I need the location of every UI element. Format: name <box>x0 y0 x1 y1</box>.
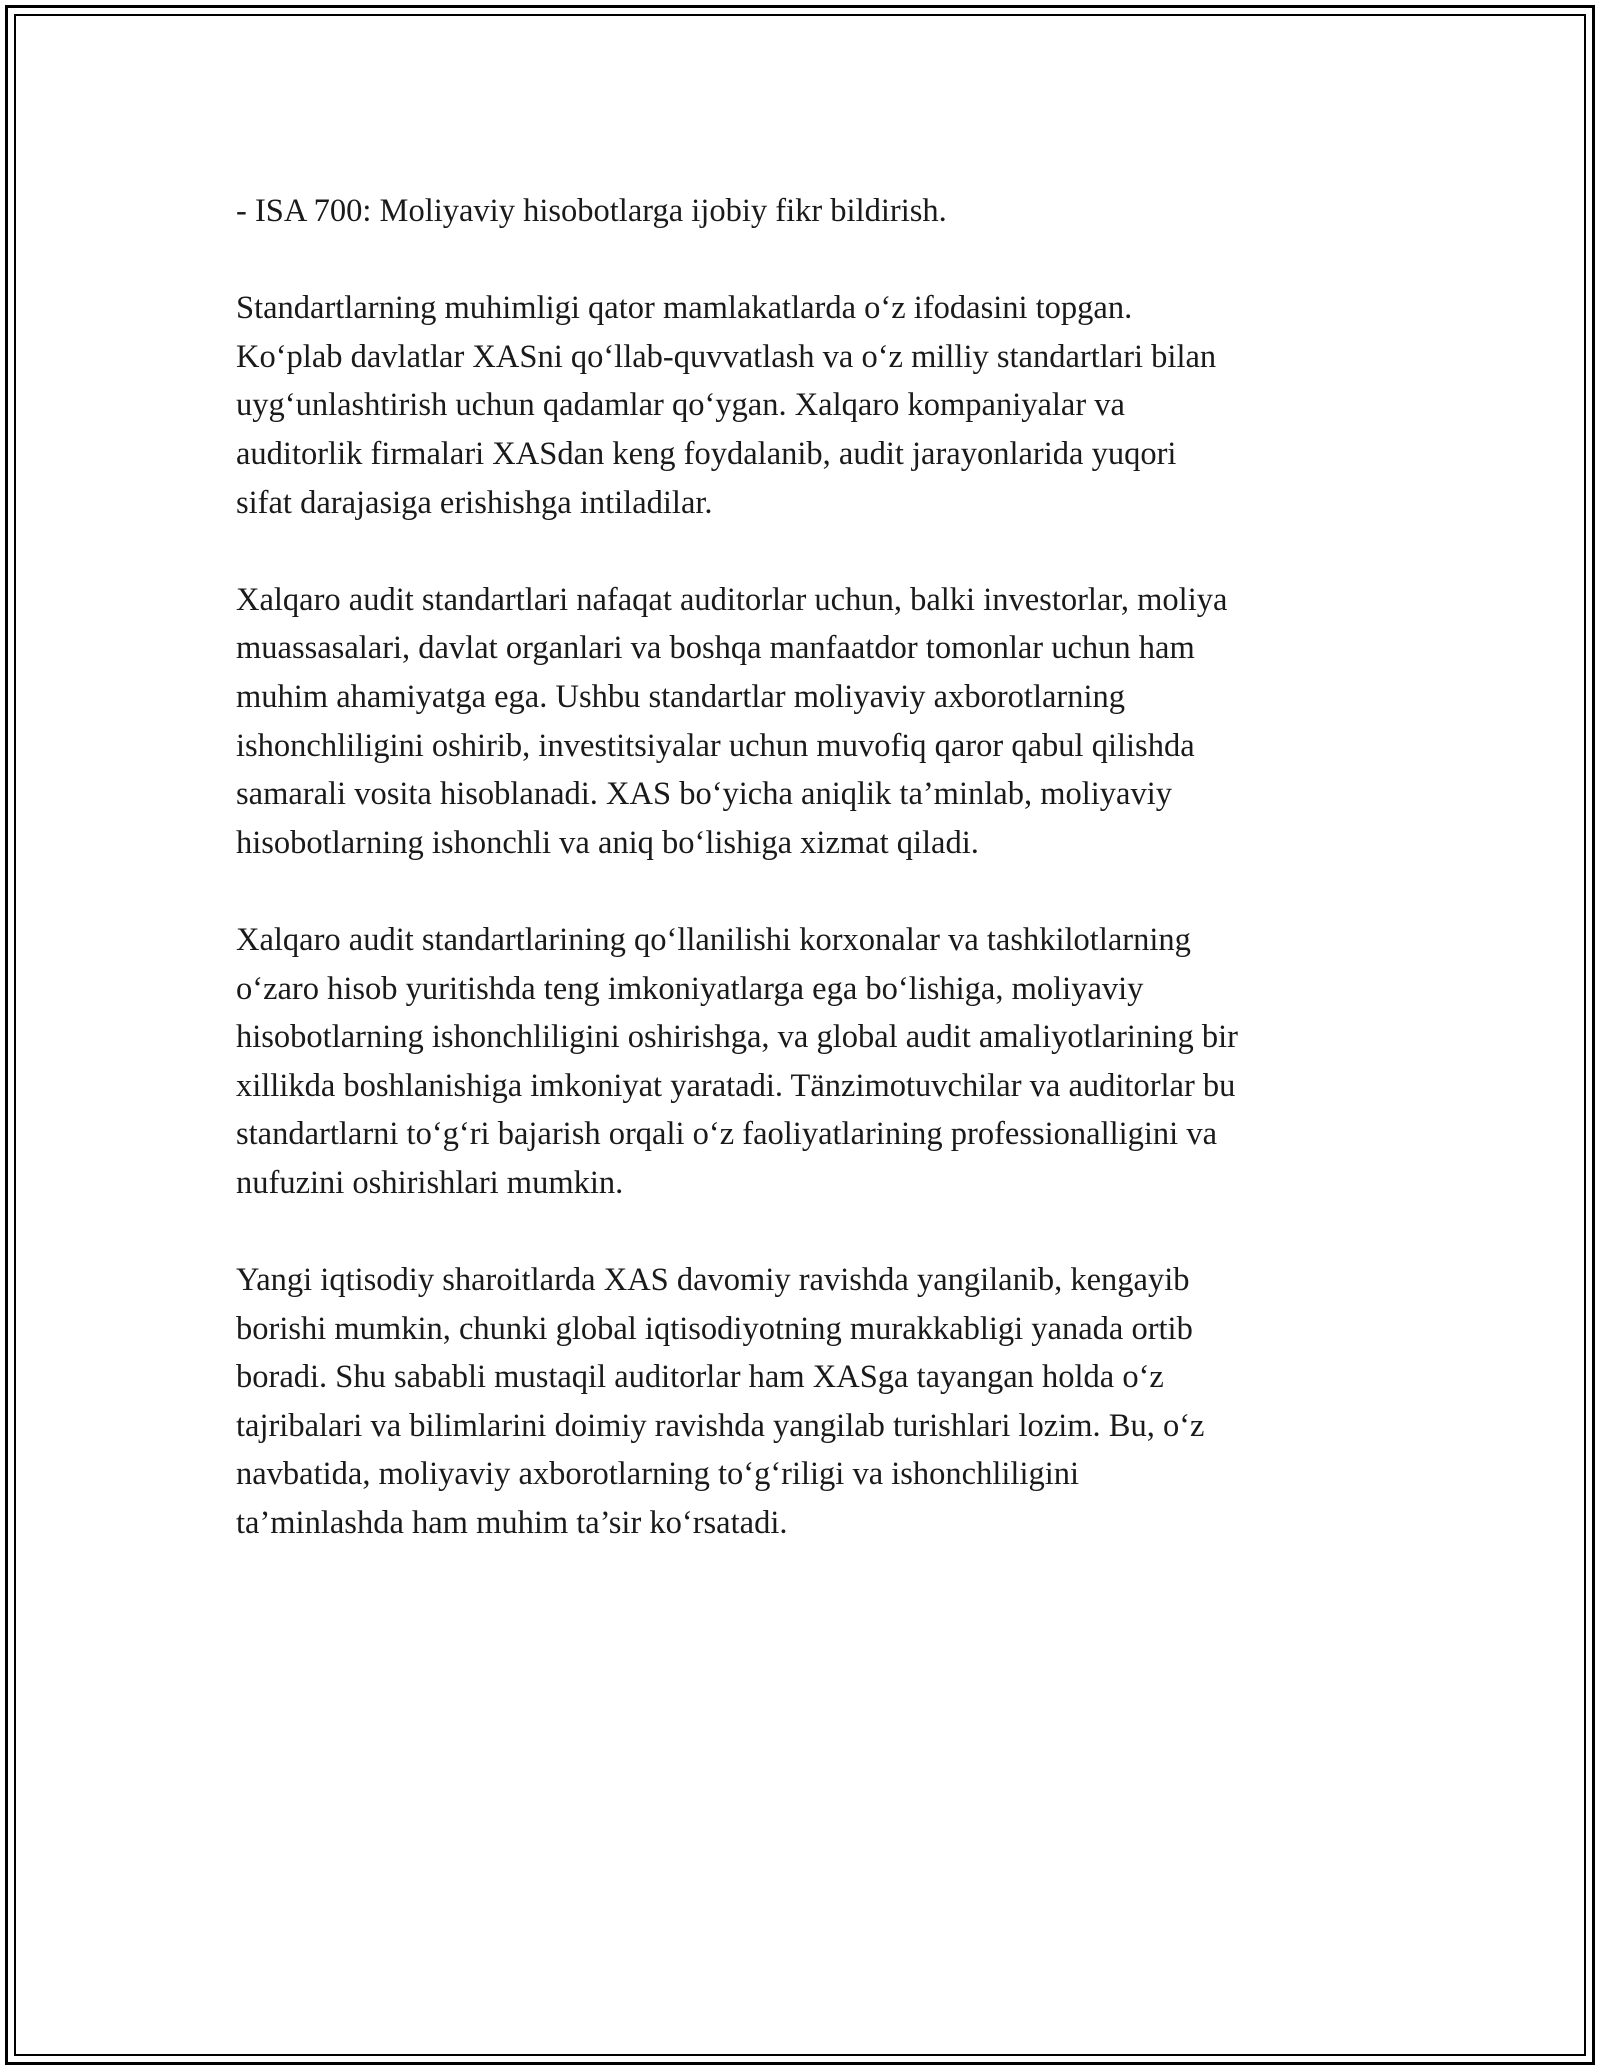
text-line: ishonchliligini oshirib, investitsiyalar uchun muvofiq qaror qabul qilishda <box>236 727 1195 764</box>
text-line: nufuzini oshirishlari mumkin. <box>236 1164 624 1201</box>
text-line: boradi. Shu sababli mustaqil auditorlar ham XASga tayangan holda o‘z <box>236 1359 1164 1396</box>
paragraph-isa-700 <box>236 187 1386 236</box>
text-line: ta’minlashda ham muhim ta’sir ko‘rsatadi. <box>236 1505 788 1542</box>
text-line: hisobotlarning ishonchliligini oshirishga, va global audit amaliyotlarining bir <box>236 1019 1238 1056</box>
paragraph-standards-importance <box>236 284 1386 527</box>
paragraph-stakeholders <box>236 576 1386 868</box>
text-line: uyg‘unlashtirish uchun qadamlar qo‘ygan. Xalqaro kompaniyalar va <box>236 387 1125 424</box>
text-line: tajribalari va bilimlarini doimiy ravishda yangilab turishlari lozim. Bu, o‘z <box>236 1407 1205 1444</box>
text-line: auditorlik firmalari XASdan keng foydalanib, audit jarayonlarida yuqori <box>236 435 1177 472</box>
text-line: Standartlarning muhimligi qator mamlakatlarda o‘z ifodasini topgan. <box>236 290 1133 327</box>
text-line: Xalqaro audit standartlari nafaqat auditorlar uchun, balki investorlar, moliya <box>236 581 1228 618</box>
text-line: sifat darajasiga erishishga intiladilar. <box>236 484 713 521</box>
text-line: Xalqaro audit standartlarining qo‘llanilishi korxonalar va tashkilotlarning <box>236 921 1191 958</box>
document-body <box>236 187 1386 1596</box>
text-line: - ISA 700: Moliyaviy hisobotlarga ijobiy fikr bildirish. <box>236 193 947 229</box>
text-line: muhim ahamiyatga ega. Ushbu standartlar moliyaviy axborotlarning <box>236 678 1126 715</box>
paragraph-new-conditions <box>236 1256 1386 1548</box>
text-line: borishi mumkin, chunki global iqtisodiyotning murakkabligi yanada ortib <box>236 1310 1193 1347</box>
text-line: xillikda boshlanishiga imkoniyat yaratadi. Tänzimotuvchilar va auditorlar bu <box>236 1067 1236 1104</box>
text-line: standartlarni to‘g‘ri bajarish orqali o‘z faoliyatlarining professionalligini va <box>236 1116 1218 1153</box>
text-line: o‘zaro hisob yuritishda teng imkoniyatlarga ega bo‘lishiga, moliyaviy <box>236 970 1144 1007</box>
text-line: muassasalari, davlat organlari va boshqa manfaatdor tomonlar uchun ham <box>236 630 1195 667</box>
text-line: Yangi iqtisodiy sharoitlarda XAS davomiy ravishda yangilanib, kengayib <box>236 1262 1190 1299</box>
text-line: hisobotlarning ishonchli va aniq bo‘lishiga xizmat qiladi. <box>236 824 979 861</box>
text-line: Ko‘plab davlatlar XASni qo‘llab-quvvatlash va o‘z milliy standartlari bilan <box>236 338 1217 375</box>
text-line: navbatida, moliyaviy axborotlarning to‘g‘riligi va ishonchliligini <box>236 1456 1080 1493</box>
paragraph-application <box>236 916 1386 1208</box>
text-line: samarali vosita hisoblanadi. XAS bo‘yicha aniqlik ta’minlab, moliyaviy <box>236 776 1172 813</box>
